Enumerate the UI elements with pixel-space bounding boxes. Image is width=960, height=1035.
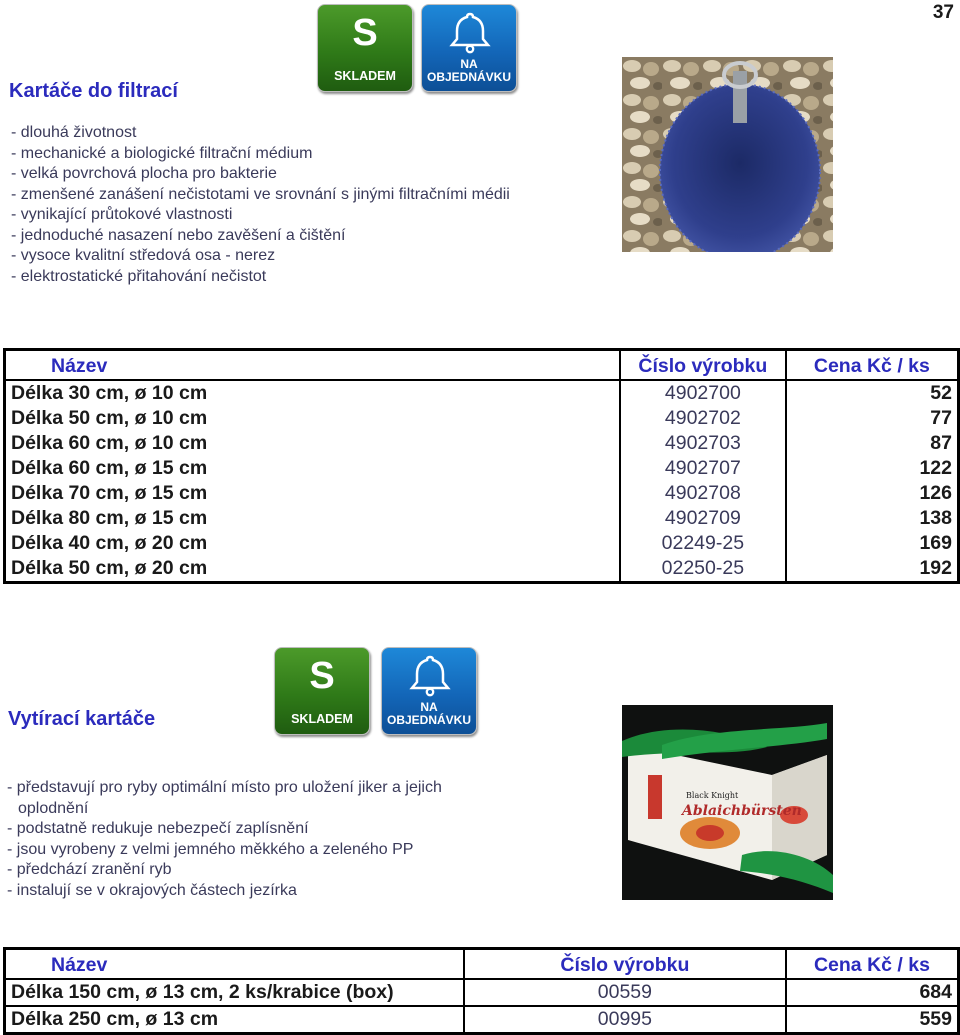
product-price: 169	[786, 531, 959, 556]
table-row	[5, 380, 959, 406]
feature-item: - zmenšené zanášení nečistotami ve srovnání s jinými filtračními médii	[11, 185, 510, 203]
column-header-name: Název	[5, 949, 464, 980]
price-table-spawning-brushes	[3, 947, 960, 1035]
feature-item: - vysoce kvalitní středová osa - nerez	[11, 247, 276, 264]
in-stock-badge	[274, 647, 370, 735]
section-title-spawning-brushes: Vytírací kartáče	[8, 708, 156, 730]
table-row	[5, 406, 959, 431]
product-number: 4902708	[620, 481, 786, 506]
feature-item: - mechanické a biologické filtrační médium	[11, 144, 313, 162]
on-order-badge	[421, 4, 517, 92]
feature-item: - jsou vyrobeny z velmi jemného měkkého a zeleného PP	[7, 840, 414, 858]
feature-item: oplodnění	[18, 799, 89, 817]
table-row	[5, 506, 959, 531]
product-name: Délka 80 cm, ø 15 cm	[5, 506, 620, 531]
product-number: 4902707	[620, 456, 786, 481]
order-label: NA OBJEDNÁVKU	[426, 57, 511, 84]
product-name: Délka 60 cm, ø 15 cm	[5, 456, 620, 481]
order-label: NA OBJEDNÁVKU	[386, 700, 471, 727]
stock-label: SKLADEM	[291, 712, 353, 726]
product-name: Délka 50 cm, ø 20 cm	[5, 556, 620, 583]
stock-label: SKLADEM	[334, 69, 396, 83]
feature-item: - podstatně redukuje nebezpečí zaplísnění	[7, 820, 309, 837]
section-title-filter-brushes: Kartáče do filtrací	[9, 80, 178, 102]
product-price: 77	[786, 406, 959, 431]
page-number: 37	[932, 2, 954, 23]
column-header-product-number: Číslo výrobku	[464, 949, 786, 980]
feature-item: - jednoduché nasazení nebo zavěšení a čištění	[11, 226, 346, 244]
product-number: 02250-25	[620, 556, 786, 583]
product-price: 87	[786, 431, 959, 456]
product-name: Délka 60 cm, ø 10 cm	[5, 431, 620, 456]
product-price: 192	[786, 556, 959, 583]
table-row	[5, 1006, 959, 1034]
stock-letter: S	[309, 655, 335, 697]
table-row	[5, 431, 959, 456]
product-number: 4902702	[620, 406, 786, 431]
table-row	[5, 456, 959, 481]
bell-icon	[406, 653, 454, 697]
column-header-price: Cena Kč / ks	[786, 949, 959, 980]
in-stock-badge	[317, 4, 413, 92]
table-row	[5, 979, 959, 1006]
feature-item: - elektrostatické přitahování nečistot	[11, 267, 267, 285]
product-name: Délka 250 cm, ø 13 cm	[5, 1006, 464, 1034]
product-price: 122	[786, 456, 959, 481]
product-number: 4902709	[620, 506, 786, 531]
product-price: 138	[786, 506, 959, 531]
feature-item: - instalují se v okrajových částech jezírka	[7, 881, 297, 899]
feature-list-filter-brushes	[11, 123, 510, 287]
feature-list-spawning-brushes	[7, 778, 442, 901]
feature-item: - velká povrchová plocha pro bakterie	[11, 165, 277, 182]
table-row	[5, 531, 959, 556]
feature-item: - představují pro ryby optimální místo pro uložení jiker a jejich	[7, 779, 442, 796]
feature-item: - předchází zranění ryb	[7, 861, 172, 878]
product-price: 52	[786, 380, 959, 406]
column-header-product-number: Číslo výrobku	[620, 350, 786, 381]
product-name: Délka 70 cm, ø 15 cm	[5, 481, 620, 506]
product-name: Délka 150 cm, ø 13 cm, 2 ks/krabice (box)	[5, 979, 464, 1006]
product-number: 02249-25	[620, 531, 786, 556]
feature-item: - vynikající průtokové vlastnosti	[11, 206, 233, 223]
bell-icon	[446, 10, 494, 54]
table-row	[5, 556, 959, 583]
product-number: 4902703	[620, 431, 786, 456]
column-header-price: Cena Kč / ks	[786, 350, 959, 381]
filter-brush-photo	[622, 57, 833, 252]
product-name: Délka 40 cm, ø 20 cm	[5, 531, 620, 556]
product-number: 00995	[464, 1006, 786, 1034]
product-name: Délka 50 cm, ø 10 cm	[5, 406, 620, 431]
on-order-badge	[381, 647, 477, 735]
spawning-brush-box-photo	[622, 705, 833, 900]
product-price: 126	[786, 481, 959, 506]
product-price: 559	[786, 1006, 959, 1034]
feature-item: - dlouhá životnost	[11, 124, 137, 141]
box-title-text: Ablaichbürsten	[682, 803, 802, 819]
product-number: 00559	[464, 979, 786, 1006]
box-brand-text: Black Knight	[686, 791, 739, 800]
table-row	[5, 481, 959, 506]
product-price: 684	[786, 979, 959, 1006]
product-number: 4902700	[620, 380, 786, 406]
stock-letter: S	[352, 12, 378, 54]
price-table-filter-brushes	[3, 348, 960, 584]
column-header-name: Název	[5, 350, 620, 381]
product-name: Délka 30 cm, ø 10 cm	[5, 380, 620, 406]
